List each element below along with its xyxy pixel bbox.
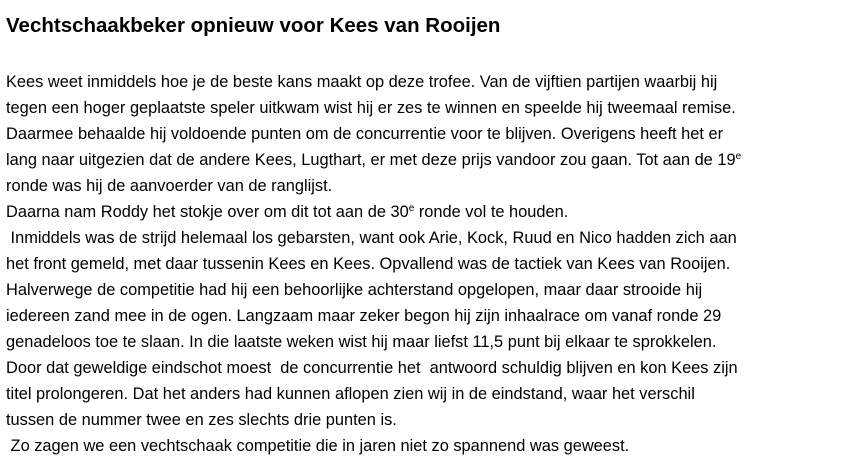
paragraph-line — [6, 407, 840, 433]
document-title: Vechtschaakbeker opnieuw voor Kees van Rooijen — [6, 14, 501, 37]
paragraph-line — [6, 225, 840, 251]
paragraph-line — [6, 303, 840, 329]
line-text: Daarmee behaalde hij voldoende punten om de concurrentie voor te blijven. Overigens heeft het er — [6, 125, 724, 143]
line-text: tussen de nummer twee en zes slechts drie punten is. — [6, 411, 397, 429]
line-text: Inmiddels was de strijd helemaal los gebarsten, want ook Arie, Kock, Ruud en Nico hadden zich aan — [6, 229, 737, 247]
line-text: genadeloos toe te slaan. In die laatste weken wist hij maar liefst 11,5 punt bij elkaar te sprokkelen. — [6, 333, 717, 351]
paragraph-line — [6, 69, 840, 95]
ordinal-superscript: e — [408, 203, 415, 214]
paragraph-line — [6, 121, 840, 147]
line-text: iedereen zand mee in de ogen. Langzaam maar zeker begon hij zijn inhaalrace om vanaf ronde 29 — [6, 307, 722, 325]
paragraph-line — [6, 355, 840, 381]
line-text: tegen een hoger geplaatste speler uitkwam wist hij er zes te winnen en speelde hij tweemaal remise. — [6, 99, 736, 117]
paragraph-line — [6, 173, 840, 199]
paragraph-line — [6, 95, 840, 121]
paragraph-line — [6, 381, 840, 407]
line-text: lang naar uitgezien dat de andere Kees, Lugthart, er met deze prijs vandoor zou gaan. Tot aan de 19 — [6, 151, 736, 169]
line-text: Kees weet inmiddels hoe je de beste kans maakt op deze trofee. Van de vijftien partijen waarbij hij — [6, 73, 718, 91]
paragraph-line — [6, 329, 840, 355]
line-text: ronde was hij de aanvoerder van de ranglijst. — [6, 177, 333, 195]
document — [6, 0, 840, 459]
paragraph-line — [6, 433, 840, 459]
paragraph-line — [6, 251, 840, 277]
paragraph-line — [6, 277, 840, 303]
line-text: Door dat geweldige eindschot moest de concurrentie het antwoord schuldig blijven en kon Kees zijn — [6, 359, 738, 377]
document-body — [6, 69, 840, 459]
paragraph-line — [6, 147, 840, 173]
line-text: Zo zagen we een vechtschaak competitie die in jaren niet zo spannend was geweest. — [6, 437, 630, 455]
line-text-continued: ronde vol te houden. — [414, 203, 569, 221]
line-text: Halverwege de competitie had hij een behoorlijke achterstand opgelopen, maar daar strooide hij — [6, 281, 703, 299]
line-text: titel prolongeren. Dat het anders had kunnen aflopen zien wij in de eindstand, waar het verschil — [6, 385, 695, 403]
line-text: het front gemeld, met daar tussenin Kees en Kees. Opvallend was de tactiek van Kees van Rooijen. — [6, 255, 731, 273]
line-text: Daarna nam Roddy het stokje over om dit tot aan de 30 — [6, 203, 409, 221]
ordinal-superscript: e — [735, 151, 742, 162]
paragraph-line — [6, 199, 840, 225]
